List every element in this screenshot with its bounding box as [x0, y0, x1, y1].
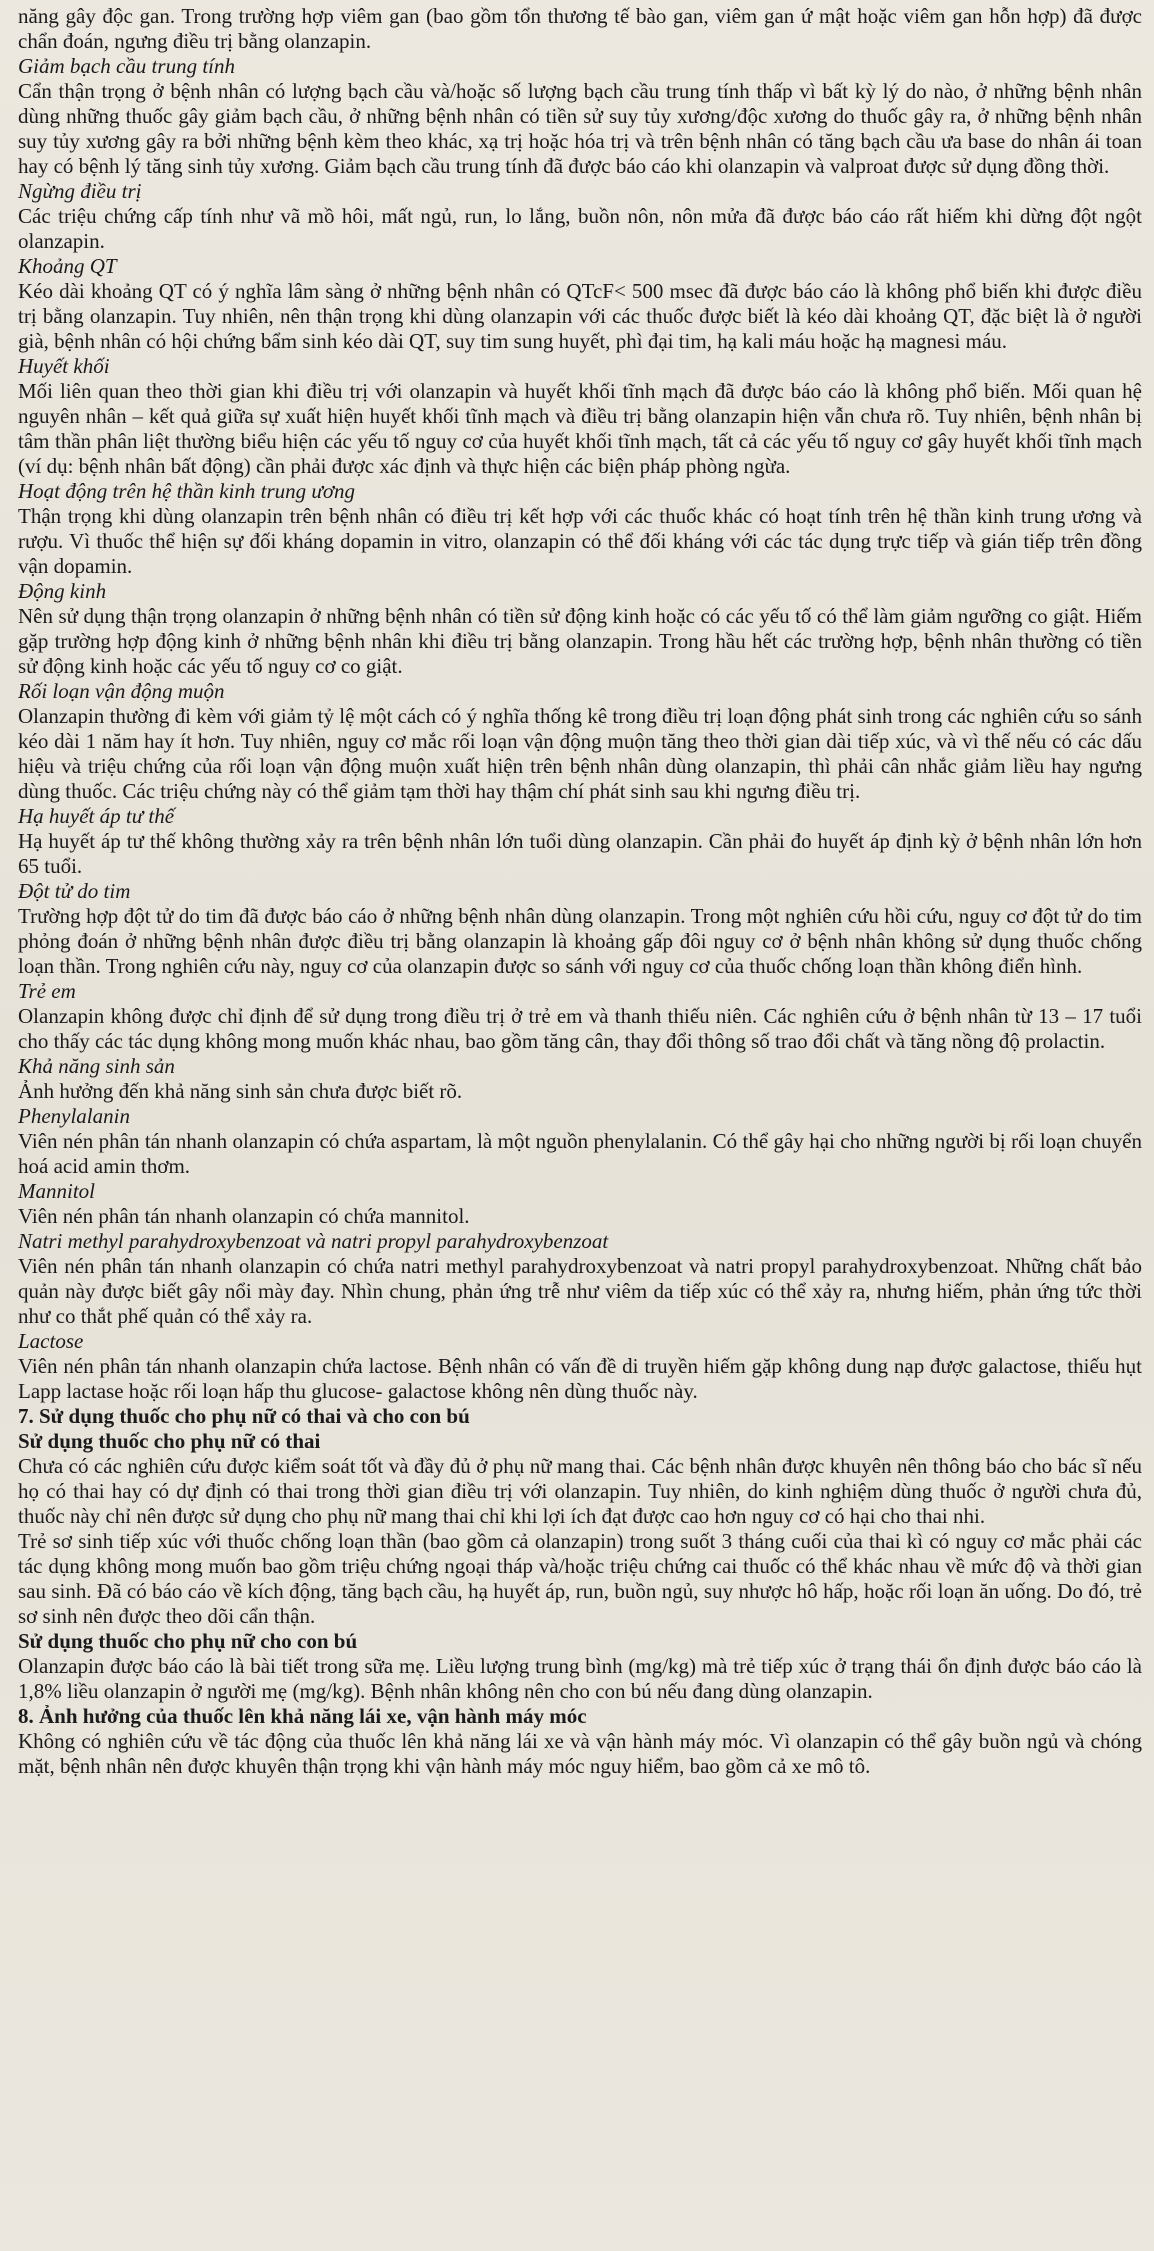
paragraph: Không có nghiên cứu về tác động của thuốc lên khả năng lái xe và vận hành máy móc. Vì olanzapin có thể gây buồn ngủ và chóng mặt, bệnh nhân nên được khuyên thận trọng khi vận hành máy móc nguy hiểm, bao gồm cả xe mô tô.: [18, 1729, 1142, 1778]
subsection-title-breastfeeding: Sử dụng thuốc cho phụ nữ cho con bú: [18, 1629, 358, 1653]
section-title-driving: 8. Ảnh hưởng của thuốc lên khả năng lái xe, vận hành máy móc: [18, 1704, 587, 1728]
paragraph: Olanzapin được báo cáo là bài tiết trong sữa mẹ. Liều lượng trung bình (mg/kg) mà trẻ tiếp xúc ở trạng thái ổn định được báo cáo là 1,8% liều olanzapin ở người mẹ (mg/kg). Bệnh nhân không nên cho con bú nếu đang dùng olanzapin.: [18, 1654, 1142, 1703]
paragraph: Viên nén phân tán nhanh olanzapin có chứa natri methyl parahydroxybenzoat và natri propyl parahydroxybenzoat. Những chất bảo quản này được biết gây nổi mày đay. Nhìn chung, phản ứng trễ như viêm da tiếp xúc có thể xảy ra, nhưng hiếm, phản ứng tức thời như co thắt phế quản có thể xảy ra.: [18, 1254, 1142, 1328]
paragraph: Viên nén phân tán nhanh olanzapin chứa lactose. Bệnh nhân có vấn đề di truyền hiếm gặp không dung nạp được galactose, thiếu hụt Lapp lactase hoặc rối loạn hấp thu glucose- galactose không nên dùng thuốc này.: [18, 1354, 1142, 1403]
heading-fertility: Khả năng sinh sản: [18, 1054, 175, 1078]
heading-qt-interval: Khoảng QT: [18, 254, 117, 278]
heading-mannitol: Mannitol: [18, 1179, 95, 1203]
heading-tardive-dyskinesia: Rối loạn vận động muộn: [18, 679, 225, 703]
paragraph: Ảnh hưởng đến khả năng sinh sản chưa được biết rõ.: [18, 1079, 463, 1103]
section-title-pregnancy-lactation: 7. Sử dụng thuốc cho phụ nữ có thai và cho con bú: [18, 1404, 470, 1428]
paragraph: Trẻ sơ sinh tiếp xúc với thuốc chống loạn thần (bao gồm cả olanzapin) trong suốt 3 tháng cuối của thai kì có nguy cơ mắc phải các tác dụng không mong muốn bao gồm triệu chứng ngoại tháp và/hoặc triệu chứng cai thuốc có thể khác nhau về mức độ và thời gian sau sinh. Đã có báo cáo về kích động, tăng bạch cầu, hạ huyết áp, run, buồn ngủ, suy nhược hô hấp, hoặc rối loạn ăn uống. Do đó, trẻ sơ sinh nên được theo dõi cẩn thận.: [18, 1529, 1142, 1628]
paragraph: Viên nén phân tán nhanh olanzapin có chứa aspartam, là một nguồn phenylalanin. Có thể gây hại cho những người bị rối loạn chuyển hoá acid amin thơm.: [18, 1129, 1142, 1178]
paragraph: Các triệu chứng cấp tính như vã mồ hôi, mất ngủ, run, lo lắng, buồn nôn, nôn mửa đã được báo cáo rất hiếm khi dừng đột ngột olanzapin.: [18, 204, 1142, 253]
paragraph: Trường hợp đột tử do tim đã được báo cáo ở những bệnh nhân dùng olanzapin. Trong một nghiên cứu hồi cứu, nguy cơ đột tử do tim phỏng đoán ở những bệnh nhân được điều trị bằng olanzapin là khoảng gấp đôi nguy cơ ở bệnh nhân không sử dụng thuốc chống loạn thần. Trong nghiên cứu này, nguy cơ của olanzapin được so sánh với nguy cơ của thuốc chống loạn thần không điển hình.: [18, 904, 1142, 978]
heading-orthostatic-hypotension: Hạ huyết áp tư thế: [18, 804, 175, 828]
heading-seizures: Động kinh: [18, 579, 107, 603]
heading-cns-activity: Hoạt động trên hệ thần kinh trung ương: [18, 479, 356, 503]
paragraph: Hạ huyết áp tư thế không thường xảy ra trên bệnh nhân lớn tuổi dùng olanzapin. Cần phải đo huyết áp định kỳ ở bệnh nhân lớn hơn 65 tuổi.: [18, 829, 1142, 878]
heading-phenylalanine: Phenylalanin: [18, 1104, 130, 1128]
paragraph: Olanzapin không được chỉ định để sử dụng trong điều trị ở trẻ em và thanh thiếu niên. Các nghiên cứu ở bệnh nhân từ 13 – 17 tuổi cho thấy các tác dụng không mong muốn khác nhau, bao gồm tăng cân, thay đổi thông số trao đổi chất và tăng nồng độ prolactin.: [18, 1004, 1142, 1053]
paragraph: Olanzapin thường đi kèm với giảm tỷ lệ một cách có ý nghĩa thống kê trong điều trị loạn động phát sinh trong các nghiên cứu so sánh kéo dài 1 năm hay ít hơn. Tuy nhiên, nguy cơ mắc rối loạn vận động muộn tăng theo thời gian dài tiếp xúc, và vì thế nếu có các dấu hiệu và triệu chứng của rối loạn vận động muộn xuất hiện trên bệnh nhân dùng olanzapin, thì phải cân nhắc giảm liều hay ngưng dùng thuốc. Các triệu chứng này có thể giảm tạm thời hay thậm chí phát sinh sau khi ngưng điều trị.: [18, 704, 1142, 803]
paragraph: năng gây độc gan. Trong trường hợp viêm gan (bao gồm tổn thương tế bào gan, viêm gan ứ mật hoặc viêm gan hỗn hợp) đã được chẩn đoán, ngưng điều trị bằng olanzapin.: [18, 4, 1142, 53]
heading-lactose: Lactose: [18, 1329, 84, 1353]
paragraph: Nên sử dụng thận trọng olanzapin ở những bệnh nhân có tiền sử động kinh hoặc có các yếu tố có thể làm giảm ngưỡng co giật. Hiếm gặp trường hợp động kinh ở những bệnh nhân khi điều trị bằng olanzapin. Trong hầu hết các trường hợp, bệnh nhân thường có tiền sử động kinh hoặc các yếu tố nguy cơ co giật.: [18, 604, 1142, 678]
subsection-title-pregnancy: Sử dụng thuốc cho phụ nữ có thai: [18, 1429, 321, 1453]
paragraph: Mối liên quan theo thời gian khi điều trị với olanzapin và huyết khối tĩnh mạch đã được báo cáo là không phổ biến. Mối quan hệ nguyên nhân – kết quả giữa sự xuất hiện huyết khối tĩnh mạch và điều trị bằng olanzapin hiện vẫn chưa rõ. Tuy nhiên, bệnh nhân bị tâm thần phân liệt thường biểu hiện các yếu tố nguy cơ của huyết khối tĩnh mạch, tất cả các yếu tố nguy cơ gây huyết khối tĩnh mạch (ví dụ: bệnh nhân bất động) cần phải được xác định và thực hiện các biện pháp phòng ngừa.: [18, 379, 1142, 478]
heading-discontinuation: Ngừng điều trị: [18, 179, 142, 203]
paragraph: Thận trọng khi dùng olanzapin trên bệnh nhân có điều trị kết hợp với các thuốc khác có hoạt tính trên hệ thần kinh trung ương và rượu. Vì thuốc thể hiện sự đối kháng dopamin in vitro, olanzapin có thể đối kháng với các tác dụng trực tiếp và gián tiếp trên đồng vận dopamin.: [18, 504, 1142, 578]
paragraph: Chưa có các nghiên cứu được kiểm soát tốt và đầy đủ ở phụ nữ mang thai. Các bệnh nhân được khuyên nên thông báo cho bác sĩ nếu họ có thai hay có dự định có thai trong thời gian điều trị với olanzapin. Tuy nhiên, do kinh nghiệm dùng thuốc ở người chưa đủ, thuốc này chỉ nên được sử dụng cho phụ nữ mang thai chỉ khi lợi ích đạt được cao hơn nguy cơ có hại cho thai nhi.: [18, 1454, 1142, 1528]
heading-sudden-cardiac-death: Đột tử do tim: [18, 879, 131, 903]
paragraph: Kéo dài khoảng QT có ý nghĩa lâm sàng ở những bệnh nhân có QTcF< 500 msec đã được báo cáo là không phổ biến khi được điều trị bằng olanzapin. Tuy nhiên, nên thận trọng khi dùng olanzapin với các thuốc được biết là kéo dài khoảng QT, đặc biệt là ở người già, bệnh nhân có hội chứng bẩm sinh kéo dài QT, suy tim sung huyết, phì đại tim, hạ kali máu hoặc hạ magnesi máu.: [18, 279, 1142, 353]
heading-children: Trẻ em: [18, 979, 76, 1003]
paragraph: Cẩn thận trọng ở bệnh nhân có lượng bạch cầu và/hoặc số lượng bạch cầu trung tính thấp vì bất kỳ lý do nào, ở những bệnh nhân dùng những thuốc gây giảm bạch cầu, ở những bệnh nhân có tiền sử suy tủy xương/độc xương do thuốc gây ra, ở những bệnh nhân suy tủy xương gây ra bởi những bệnh kèm theo khác, xạ trị hoặc hóa trị và trên bệnh nhân có tăng bạch cầu ưa base do nhân ái toan hay có bệnh lý tăng sinh tủy xương. Giảm bạch cầu trung tính đã được báo cáo khi olanzapin và valproat được sử dụng đồng thời.: [18, 79, 1142, 178]
heading-thrombosis: Huyết khối: [18, 354, 110, 378]
heading-neutropenia: Giảm bạch cầu trung tính: [18, 54, 235, 78]
paragraph: Viên nén phân tán nhanh olanzapin có chứa mannitol.: [18, 1204, 470, 1228]
heading-parabens: Natri methyl parahydroxybenzoat và natri propyl parahydroxybenzoat: [18, 1229, 609, 1253]
